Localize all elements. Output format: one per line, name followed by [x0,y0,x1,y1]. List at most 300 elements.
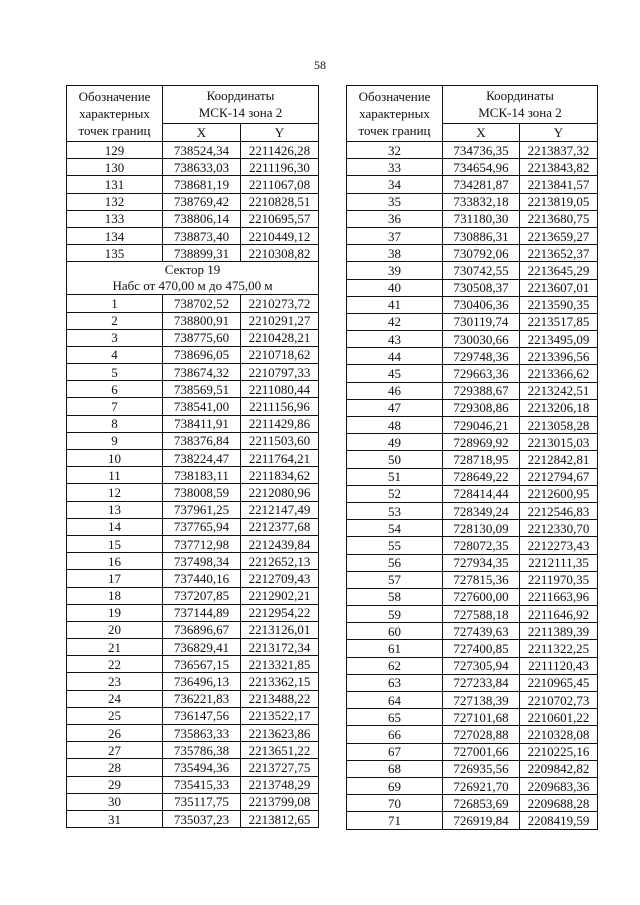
y-coordinate-cell: 2210965,45 [520,674,598,691]
y-coordinate-cell: 2213172,34 [241,639,319,656]
table-row [67,381,319,398]
x-coordinate-cell: 728072,35 [443,537,520,554]
point-number-cell: 53 [347,502,443,519]
table-row [347,520,598,537]
table-row [347,743,598,760]
point-number-cell: 58 [347,588,443,605]
table-row [347,674,598,691]
table-row [67,759,319,776]
point-number-cell: 52 [347,485,443,502]
x-coordinate-cell: 726919,84 [443,812,520,829]
y-coordinate-cell: 2210449,12 [241,227,319,244]
x-coordinate-cell: 734281,87 [443,176,520,193]
table-row [67,415,319,432]
table-row [347,399,598,416]
point-number-cell: 50 [347,451,443,468]
y-coordinate-cell: 2213607,01 [520,279,598,296]
table-row [67,364,319,381]
y-coordinate-cell: 2208419,59 [520,812,598,829]
table-row [67,776,319,793]
point-number-cell: 36 [347,210,443,227]
y-coordinate-cell: 2211067,08 [241,176,319,193]
table-row [67,176,319,193]
x-coordinate-cell: 733832,18 [443,193,520,210]
x-header: X [163,123,241,141]
y-header: Y [241,123,319,141]
x-coordinate-cell: 727028,88 [443,726,520,743]
x-coordinate-cell: 735786,38 [163,742,241,759]
point-number-cell: 132 [67,193,163,210]
y-coordinate-cell: 2213517,85 [520,313,598,330]
x-coordinate-cell: 737961,25 [163,501,241,518]
point-number-cell: 3 [67,329,163,346]
y-coordinate-cell: 2212273,43 [520,537,598,554]
y-coordinate-cell: 2212600,95 [520,485,598,502]
y-coordinate-cell: 2210225,16 [520,743,598,760]
x-coordinate-cell: 729308,86 [443,399,520,416]
table-row [347,142,598,159]
point-number-cell: 60 [347,623,443,640]
table-row [347,795,598,812]
y-coordinate-cell: 2213748,29 [241,776,319,793]
point-number-cell: 7 [67,398,163,415]
point-number-cell: 55 [347,537,443,554]
point-label-header: Обозначение характерных точек границ [347,86,443,142]
table-row [347,537,598,554]
point-number-cell: 43 [347,331,443,348]
point-number-cell: 19 [67,604,163,621]
table-row [347,227,598,244]
table-row [67,810,319,827]
x-coordinate-cell: 727588,18 [443,606,520,623]
point-number-cell: 133 [67,210,163,227]
y-coordinate-cell: 2213645,29 [520,262,598,279]
point-number-cell: 13 [67,501,163,518]
y-coordinate-cell: 2212330,70 [520,520,598,537]
point-number-cell: 64 [347,692,443,709]
x-coordinate-cell: 738376,84 [163,432,241,449]
table-row [67,159,319,176]
x-coordinate-cell: 729748,36 [443,348,520,365]
point-number-cell: 59 [347,606,443,623]
x-coordinate-cell: 735863,33 [163,725,241,742]
point-number-cell: 65 [347,709,443,726]
y-coordinate-cell: 2211322,25 [520,640,598,657]
point-number-cell: 27 [67,742,163,759]
x-coordinate-cell: 738224,47 [163,450,241,467]
point-number-cell: 32 [347,142,443,159]
y-coordinate-cell: 2212439,84 [241,535,319,552]
x-coordinate-cell: 730406,36 [443,296,520,313]
x-coordinate-cell: 730742,55 [443,262,520,279]
x-coordinate-cell: 738806,14 [163,210,241,227]
y-coordinate-cell: 2213623,86 [241,725,319,742]
table-row [347,502,598,519]
table-row [67,210,319,227]
table-row [347,365,598,382]
point-number-cell: 28 [67,759,163,776]
table-row [67,570,319,587]
y-coordinate-cell: 2213396,56 [520,348,598,365]
table-row [347,777,598,794]
y-coordinate-cell: 2212377,68 [241,518,319,535]
point-number-cell: 68 [347,760,443,777]
point-number-cell: 47 [347,399,443,416]
point-number-cell: 130 [67,159,163,176]
x-coordinate-cell: 736567,15 [163,656,241,673]
point-number-cell: 40 [347,279,443,296]
table-row [347,623,598,640]
coordinates-header: Координаты МСК-14 зона 2 [443,86,598,124]
y-coordinate-cell: 2212652,13 [241,553,319,570]
x-coordinate-cell: 738899,31 [163,245,241,262]
table-row [347,245,598,262]
point-number-cell: 34 [347,176,443,193]
point-number-cell: 12 [67,484,163,501]
coordinates-header: Координаты МСК-14 зона 2 [163,86,319,124]
table-row [347,709,598,726]
point-number-cell: 2 [67,312,163,329]
table-row [347,640,598,657]
table-row [67,295,319,312]
x-coordinate-cell: 737765,94 [163,518,241,535]
y-coordinate-cell: 2212080,96 [241,484,319,501]
sector-heading [67,262,319,295]
point-number-cell: 42 [347,313,443,330]
y-coordinate-cell: 2211389,39 [520,623,598,640]
table-row [347,657,598,674]
x-coordinate-cell: 727600,00 [443,588,520,605]
x-coordinate-cell: 736221,83 [163,690,241,707]
x-coordinate-cell: 737712,98 [163,535,241,552]
y-coordinate-cell: 2213488,22 [241,690,319,707]
x-coordinate-cell: 738411,91 [163,415,241,432]
x-coordinate-cell: 730119,74 [443,313,520,330]
point-number-cell: 1 [67,295,163,312]
y-coordinate-cell: 2209683,36 [520,777,598,794]
y-coordinate-cell: 2210797,33 [241,364,319,381]
table-row [347,210,598,227]
x-coordinate-cell: 736829,41 [163,639,241,656]
point-number-cell: 41 [347,296,443,313]
x-coordinate-cell: 737207,85 [163,587,241,604]
y-coordinate-cell: 2213206,18 [520,399,598,416]
table-row [67,690,319,707]
x-coordinate-cell: 730792,06 [443,245,520,262]
y-coordinate-cell: 2211834,62 [241,467,319,484]
y-coordinate-cell: 2211120,43 [520,657,598,674]
y-coordinate-cell: 2213651,22 [241,742,319,759]
point-number-cell: 31 [67,810,163,827]
y-coordinate-cell: 2210273,72 [241,295,319,312]
y-coordinate-cell: 2210702,73 [520,692,598,709]
x-coordinate-cell: 730508,37 [443,279,520,296]
point-number-cell: 134 [67,227,163,244]
point-number-cell: 26 [67,725,163,742]
table-row [67,467,319,484]
x-coordinate-cell: 738769,42 [163,193,241,210]
x-coordinate-cell: 728718,95 [443,451,520,468]
point-number-cell: 15 [67,535,163,552]
y-coordinate-cell: 2209688,28 [520,795,598,812]
x-coordinate-cell: 737498,34 [163,553,241,570]
point-number-cell: 17 [67,570,163,587]
x-coordinate-cell: 735117,75 [163,793,241,810]
x-coordinate-cell: 727001,66 [443,743,520,760]
x-coordinate-cell: 726921,70 [443,777,520,794]
point-number-cell: 69 [347,777,443,794]
point-number-cell: 30 [67,793,163,810]
x-coordinate-cell: 738674,32 [163,364,241,381]
point-label-header: Обозначение характерных точек границ [67,86,163,142]
table-row [67,245,319,262]
table-row [347,692,598,709]
y-coordinate-cell: 2213362,15 [241,673,319,690]
point-number-cell: 18 [67,587,163,604]
table-row [347,451,598,468]
y-coordinate-cell: 2212546,83 [520,502,598,519]
point-number-cell: 21 [67,639,163,656]
x-coordinate-cell: 729663,36 [443,365,520,382]
x-coordinate-cell: 738702,52 [163,295,241,312]
x-coordinate-cell: 726935,56 [443,760,520,777]
point-number-cell: 23 [67,673,163,690]
y-coordinate-cell: 2211156,96 [241,398,319,415]
y-coordinate-cell: 2210428,21 [241,329,319,346]
y-coordinate-cell: 2211080,44 [241,381,319,398]
point-number-cell: 135 [67,245,163,262]
table-row [67,656,319,673]
y-coordinate-cell: 2211429,86 [241,415,319,432]
x-coordinate-cell: 728969,92 [443,434,520,451]
table-row [347,588,598,605]
table-row [67,398,319,415]
x-coordinate-cell: 738681,19 [163,176,241,193]
point-number-cell: 39 [347,262,443,279]
x-coordinate-cell: 734654,96 [443,159,520,176]
point-number-cell: 5 [67,364,163,381]
point-number-cell: 49 [347,434,443,451]
table-row [67,707,319,724]
point-number-cell: 11 [67,467,163,484]
table-row [67,227,319,244]
point-number-cell: 62 [347,657,443,674]
x-coordinate-cell: 731180,30 [443,210,520,227]
table-row [347,348,598,365]
y-coordinate-cell: 2211663,96 [520,588,598,605]
point-number-cell: 14 [67,518,163,535]
x-coordinate-cell: 736496,13 [163,673,241,690]
y-coordinate-cell: 2212954,22 [241,604,319,621]
table-row [347,606,598,623]
y-coordinate-cell: 2213841,57 [520,176,598,193]
sector-title: Сектор 19 [164,262,221,278]
y-coordinate-cell: 2213495,09 [520,331,598,348]
y-coordinate-cell: 2211646,92 [520,606,598,623]
y-coordinate-cell: 2213321,85 [241,656,319,673]
x-coordinate-cell: 728130,09 [443,520,520,537]
x-coordinate-cell: 727815,36 [443,571,520,588]
point-number-cell: 48 [347,417,443,434]
table-row [347,382,598,399]
y-coordinate-cell: 2212902,21 [241,587,319,604]
table-row [67,501,319,518]
point-number-cell: 8 [67,415,163,432]
y-coordinate-cell: 2210718,62 [241,346,319,363]
table-row [347,812,598,829]
point-number-cell: 129 [67,142,163,159]
point-number-cell: 44 [347,348,443,365]
point-number-cell: 10 [67,450,163,467]
x-coordinate-cell: 738183,11 [163,467,241,484]
x-coordinate-cell: 729046,21 [443,417,520,434]
x-coordinate-cell: 735037,23 [163,810,241,827]
table-row [347,193,598,210]
table-row [67,725,319,742]
y-coordinate-cell: 2212842,81 [520,451,598,468]
y-coordinate-cell: 2210601,22 [520,709,598,726]
y-coordinate-cell: 2213366,62 [520,365,598,382]
point-number-cell: 67 [347,743,443,760]
y-coordinate-cell: 2213652,37 [520,245,598,262]
x-coordinate-cell: 737144,89 [163,604,241,621]
x-coordinate-cell: 726853,69 [443,795,520,812]
point-number-cell: 33 [347,159,443,176]
x-coordinate-cell: 727400,85 [443,640,520,657]
table-row [347,279,598,296]
page-number: 58 [314,58,326,72]
x-coordinate-cell: 736147,56 [163,707,241,724]
table-row [347,331,598,348]
point-number-cell: 9 [67,432,163,449]
coordinates-table-left [66,85,319,828]
point-number-cell: 45 [347,365,443,382]
x-header: X [443,123,520,141]
x-coordinate-cell: 738633,03 [163,159,241,176]
y-header: Y [520,123,598,141]
table-row [347,485,598,502]
table-row [67,346,319,363]
x-coordinate-cell: 738569,51 [163,381,241,398]
point-number-cell: 22 [67,656,163,673]
y-coordinate-cell: 2213522,17 [241,707,319,724]
table-row [67,742,319,759]
x-coordinate-cell: 727138,39 [443,692,520,709]
y-coordinate-cell: 2213126,01 [241,621,319,638]
y-coordinate-cell: 2213659,27 [520,227,598,244]
y-coordinate-cell: 2211196,30 [241,159,319,176]
x-coordinate-cell: 728414,44 [443,485,520,502]
table-row [67,621,319,638]
point-number-cell: 51 [347,468,443,485]
point-number-cell: 16 [67,553,163,570]
table-row [67,193,319,210]
table-row [347,313,598,330]
table-row [347,417,598,434]
point-number-cell: 54 [347,520,443,537]
point-number-cell: 46 [347,382,443,399]
point-number-cell: 131 [67,176,163,193]
y-coordinate-cell: 2211970,35 [520,571,598,588]
x-coordinate-cell: 738775,60 [163,329,241,346]
table-row [67,587,319,604]
coordinates-table-right [346,85,598,830]
table-row [347,176,598,193]
table-row [67,518,319,535]
x-coordinate-cell: 730886,31 [443,227,520,244]
x-coordinate-cell: 735415,33 [163,776,241,793]
x-coordinate-cell: 738524,34 [163,142,241,159]
table-row [67,312,319,329]
point-number-cell: 6 [67,381,163,398]
y-coordinate-cell: 2211503,60 [241,432,319,449]
x-coordinate-cell: 727305,94 [443,657,520,674]
sector-subtitle: Набс от 470,00 м до 475,00 м [112,278,273,294]
y-coordinate-cell: 2211764,21 [241,450,319,467]
x-coordinate-cell: 727233,84 [443,674,520,691]
x-coordinate-cell: 729388,67 [443,382,520,399]
y-coordinate-cell: 2211426,28 [241,142,319,159]
point-number-cell: 4 [67,346,163,363]
point-number-cell: 57 [347,571,443,588]
y-coordinate-cell: 2213680,75 [520,210,598,227]
table-row [347,726,598,743]
point-number-cell: 63 [347,674,443,691]
y-coordinate-cell: 2212794,67 [520,468,598,485]
y-coordinate-cell: 2213242,51 [520,382,598,399]
point-number-cell: 56 [347,554,443,571]
table-row [67,793,319,810]
table-row [67,484,319,501]
table-row [347,262,598,279]
point-number-cell: 37 [347,227,443,244]
table-row [67,535,319,552]
point-number-cell: 71 [347,812,443,829]
y-coordinate-cell: 2213058,28 [520,417,598,434]
y-coordinate-cell: 2210291,27 [241,312,319,329]
table-row [67,432,319,449]
y-coordinate-cell: 2212147,49 [241,501,319,518]
point-number-cell: 61 [347,640,443,657]
point-number-cell: 35 [347,193,443,210]
y-coordinate-cell: 2212111,35 [520,554,598,571]
y-coordinate-cell: 2213812,65 [241,810,319,827]
x-coordinate-cell: 735494,36 [163,759,241,776]
y-coordinate-cell: 2212709,43 [241,570,319,587]
x-coordinate-cell: 738873,40 [163,227,241,244]
x-coordinate-cell: 737440,16 [163,570,241,587]
x-coordinate-cell: 738541,00 [163,398,241,415]
y-coordinate-cell: 2213843,82 [520,159,598,176]
table-row [347,468,598,485]
x-coordinate-cell: 738800,91 [163,312,241,329]
y-coordinate-cell: 2210328,08 [520,726,598,743]
table-row [347,434,598,451]
table-row [347,760,598,777]
table-row [67,673,319,690]
x-coordinate-cell: 728349,24 [443,502,520,519]
x-coordinate-cell: 727439,63 [443,623,520,640]
y-coordinate-cell: 2213727,75 [241,759,319,776]
y-coordinate-cell: 2210308,82 [241,245,319,262]
x-coordinate-cell: 736896,67 [163,621,241,638]
y-coordinate-cell: 2213837,32 [520,142,598,159]
x-coordinate-cell: 727101,68 [443,709,520,726]
x-coordinate-cell: 734736,35 [443,142,520,159]
table-row [67,639,319,656]
y-coordinate-cell: 2209842,82 [520,760,598,777]
table-row [347,571,598,588]
